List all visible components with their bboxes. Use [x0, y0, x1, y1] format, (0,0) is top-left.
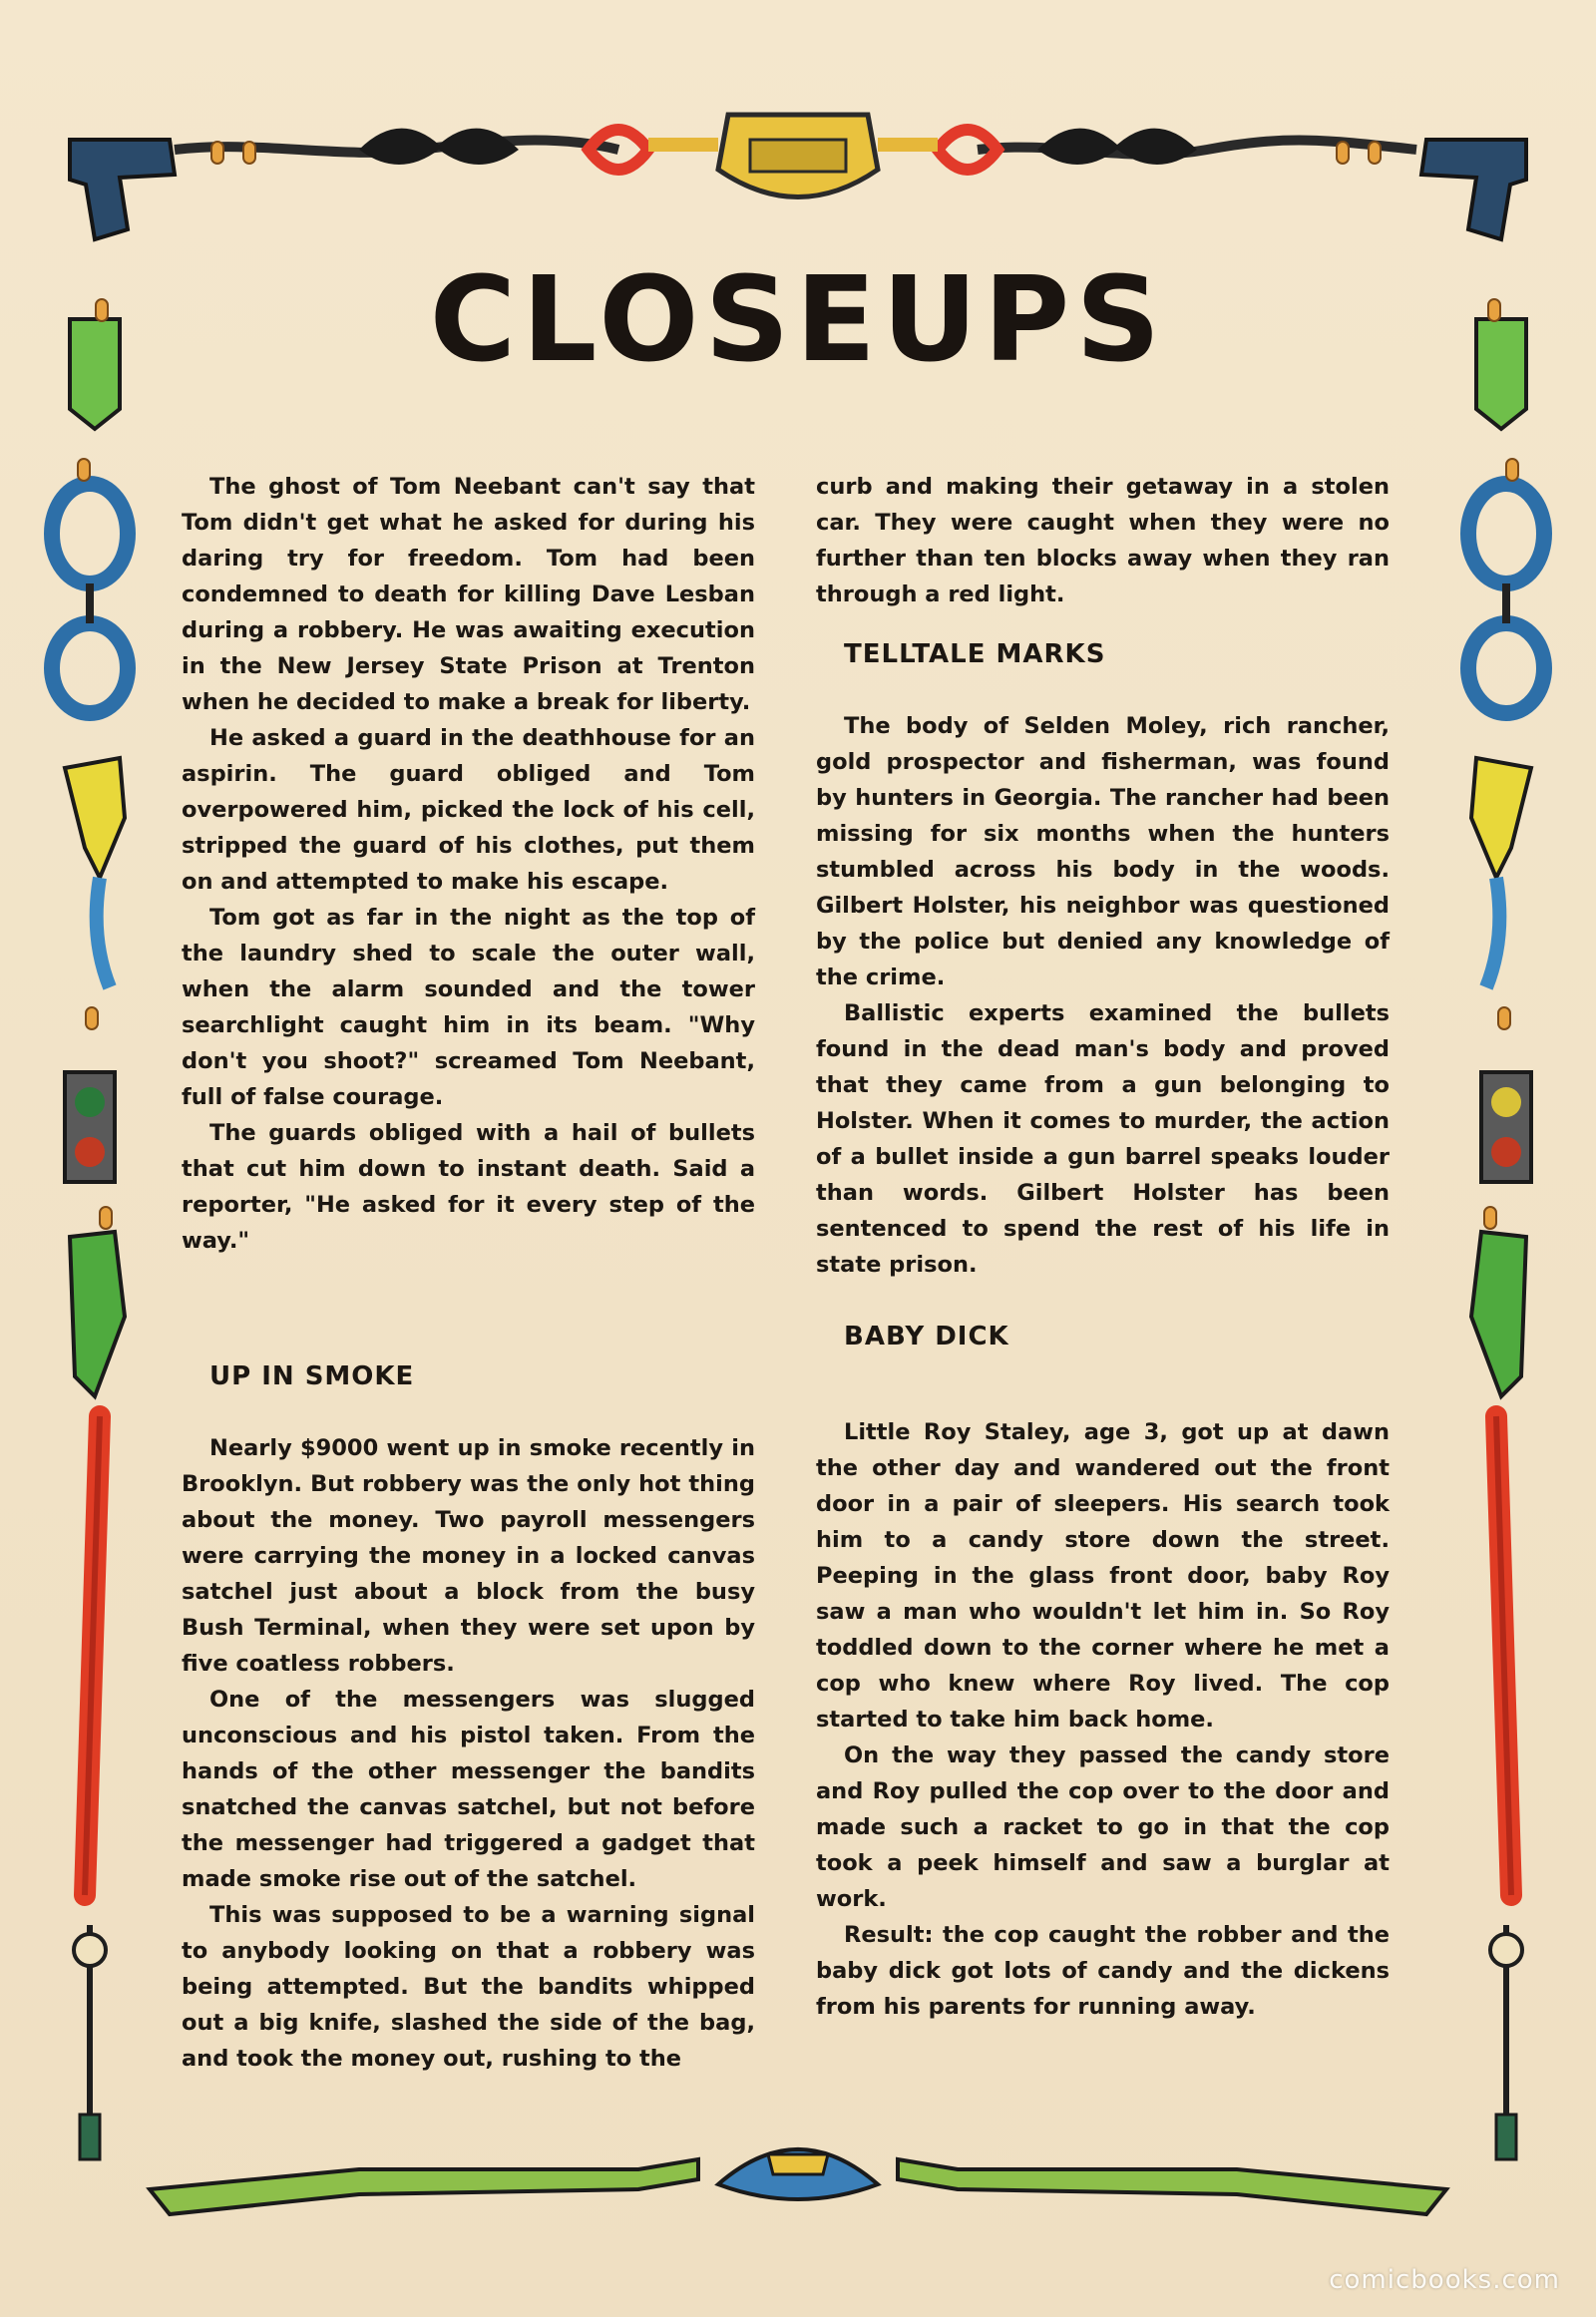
handcuff-icon: [1468, 484, 1544, 583]
pistol-icon: [70, 140, 175, 239]
article-paragraph: Result: the cop caught the robber and the baby dick got lots of candy and the dickens from his parents for running away.: [816, 1922, 1390, 2020]
article-paragraph: This was supposed to be a warning signal to anybody looking on that a robbery was being attempted. But the bandits whipped out a big knife, slashed the side of the bag, and took the money out, rushing to the: [182, 1902, 755, 2072]
section-heading: BABY DICK: [844, 1322, 1009, 1352]
watermark: comicbooks.com: [1329, 2265, 1560, 2295]
right-column: [816, 469, 1390, 2025]
article-paragraph: The guards obliged with a hail of bullets that cut him down to instant death. Said a reporter, "He asked for it every step of the way.": [182, 1120, 755, 1254]
right-border-items: [1468, 299, 1544, 2159]
section-heading: TELLTALE MARKS: [844, 639, 1106, 669]
rifle-icon: [898, 2159, 1446, 2214]
article-paragraph: Nearly $9000 went up in smoke recently in Brooklyn. But robbery was the only hot thing about the money. Two payroll messengers were carrying the money in a locked canvas satchel just about a block from the busy Bush Terminal, when they were set upon by five coatless robbers.: [182, 1435, 755, 1677]
revolver-icon: [1471, 1232, 1526, 1396]
pistol-icon: [1421, 140, 1526, 239]
article-paragraph: Tom got as far in the night as the top of the laundry shed to scale the outer wall, when the alarm sounded and the tower searchlight caught him in its beam. "Why don't you shoot?" screamed Tom Neebant, full of false courage.: [182, 905, 755, 1110]
article-paragraph: He asked a guard in the deathhouse for an aspirin. The guard obliged and Tom overpowered him, picked the lock of his cell, stripped the guard of his clothes, put them on and attempted to make his escape.: [182, 725, 755, 895]
article-paragraph: Little Roy Staley, age 3, got up at dawn the other day and wandered out the front door in a pair of sleepers. His search took him to a candy store down the street. Peeping in the glass front door, baby Roy saw a man who wouldn't let him in. So Roy toddled down to the corner where he met a cop who knew where Roy lived. The cop started to take him back home.: [816, 1419, 1390, 1733]
handcuff-icon: [52, 484, 128, 583]
section-heading: UP IN SMOKE: [209, 1361, 415, 1391]
revolver-icon: [65, 758, 125, 878]
mask-icon: [359, 129, 519, 165]
article-paragraph: curb and making their getaway in a stolen car. They were caught when they were no further than ten blocks away when they ran through a red light.: [816, 474, 1390, 607]
article-paragraph: The body of Selden Moley, rich rancher, gold prospector and fisherman, was found by hunters in Georgia. The rancher had been missing for six months when the hunters stumbled across his body in the woods. Gilbert Holster, his neighbor was questioned by the police but denied any knowledge of the crime.: [816, 713, 1390, 990]
rifle-icon: [150, 2159, 698, 2214]
article-paragraph: On the way they passed the candy store and Roy pulled the cop over to the door and made such a racket to go in that the cop took a peek himself and saw a burglar at work.: [816, 1742, 1390, 1912]
article-paragraph: Ballistic experts examined the bullets found in the dead man's body and proved that they came from a gun belonging to Holster. When it comes to murder, the action of a bullet inside a gun barrel speaks louder than words. Gilbert Holster has been sentenced to spend the rest of his life in state prison.: [816, 1000, 1390, 1278]
article-paragraph: The ghost of Tom Neebant can't say that Tom didn't get what he asked for during his daring try for freedom. Tom had been condemned to death for killing Dave Lesban during a robbery. He was awaiting execution in the New Jersey State Prison at Trenton when he decided to make a break for liberty.: [182, 474, 755, 715]
left-column: [182, 469, 755, 2077]
revolver-icon: [70, 1232, 125, 1396]
article-paragraph: One of the messengers was slugged unconscious and his pistol taken. From the hands of the other messenger the bandits snatched the canvas satchel, but not before the messenger had triggered a gadget that made smoke rise out of the satchel.: [182, 1687, 755, 1892]
top-decoration: [175, 115, 1416, 197]
mask-icon: [1037, 129, 1197, 165]
revolver-icon: [1471, 758, 1531, 878]
badge-icon: [70, 319, 120, 429]
page-title: CLOSEUPS: [429, 250, 1167, 388]
left-border-items: [52, 299, 128, 2159]
bottom-decoration: [150, 2149, 1446, 2214]
badge-icon: [1476, 319, 1526, 429]
